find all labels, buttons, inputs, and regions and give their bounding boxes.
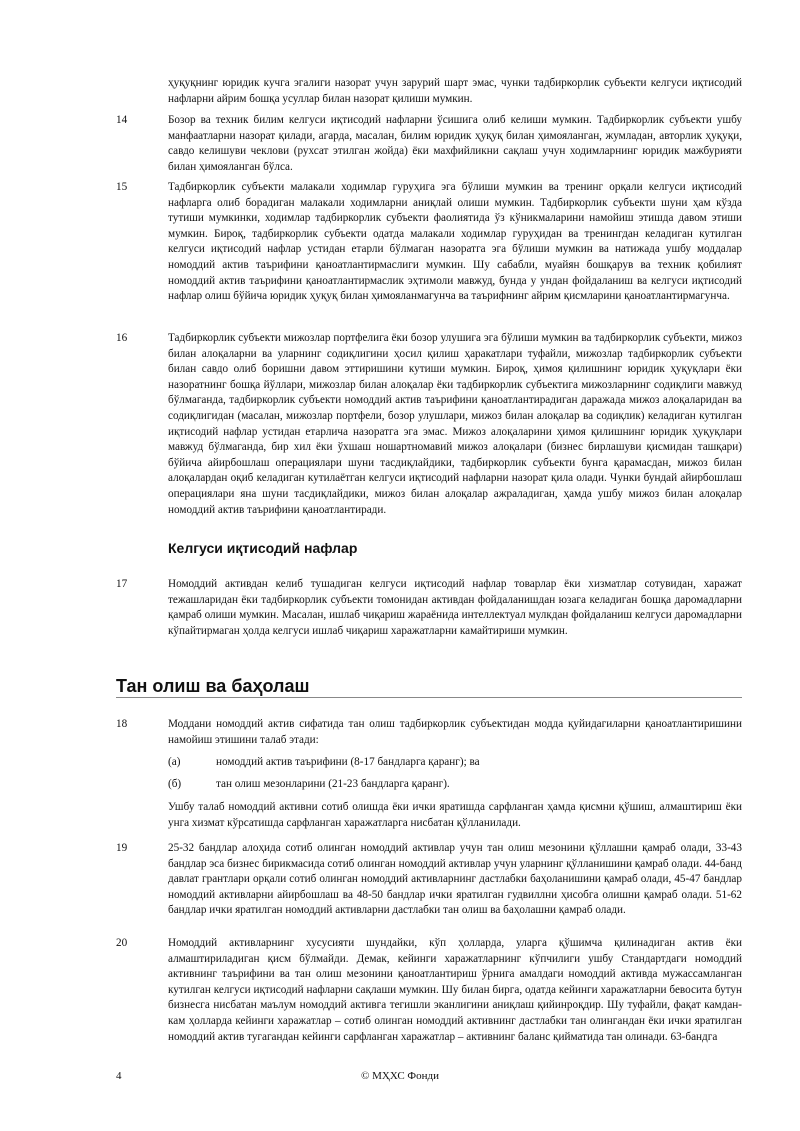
list-item-label: (а) [168,756,181,768]
paragraph-19: 25-32 бандлар алоҳида сотиб олинган номоддий активлар учун тан олиш мезонини қўллашни қамраб олади, 33-43 бандлар эса бизнес бирикмасида сотиб олинган номоддий активлар учун уларнинг қўлланишини қамраб олади. 44-банд давлат грантлари орқали сотиб олинган номоддий активларнинг дастлабки баҳоланишини қамраб олади, 45-47 бандлар номоддий активларни айирбошлаш ва 48-50 бандлар ички яратилган гудвиллни ҳисобга олишни қамраб олади. 51-62 бандлар ички яратилган номоддий активларни дастлабки тан олиш ва баҳолашни қамраб олади. [168,842,742,917]
list-item-text: номоддий актив таърифини (8-17 бандларга қаранг); ва [216,756,480,768]
paragraph-18-continuation: Ушбу талаб номоддий активни сотиб олишда ёки ички яратишда сарфланган ҳамда қисмни қўшиш, алмаштириш ёки унга хизмат кўрсатишда сарфланган харажатларга нисбатан қўлланилади. [168,801,742,829]
chapter-heading: Тан олиш ва баҳолаш [116,676,310,696]
paragraph-number: 17 [116,578,128,590]
paragraph-16: Тадбиркорлик субъекти мижозлар портфелига ёки бозор улушига эга бўлиши мумкин ва тадбиркорлик субъекти, мижоз билан алоқаларни ва уларнинг содиқлигини ҳосил қилиш ҳаракатлари туфайли, мижозлар тадбиркорлик субъекти билан савдо олиб боришни давом эттиришини кутиши мумкин. Бироқ, ҳимоя қилишнинг юридик ҳуқуқлари ёки назоратнинг бошқа йўллари, мижозлар билан алоқалар ёки тадбиркорлик субъектига мижозларнинг содиқлиги мавжуд бўлмаганда, тадбиркорлик субъекти номоддий актив таърифини қаноатлантирадиган даражада мижоз алоқаларидан ва содиқлигидан (масалан, мижозлар портфели, бозор улушлари, мижоз билан алоқалар ва содиқлик) келадиган кутилган иқтисодий нафлар устидан етарлича назоратга эга эмас. Мижоз алоқаларини ҳимоя қилишнинг юридик ҳуқуқлари мавжуд бўлмаганда, бир хил ёки ўхшаш ношартномавий мижоз алоқалари (бизнес бирлашуви қисмидан ташқари) бўйича айирбошлаш операциялари шуни тасдиқлайдики, тадбиркорлик субъекти бунга қарамасдан, мижоз билан алоқалардан оқиб келадиган кутилаётган келгуси иқтисодий нафларни назорат қила олади. Чунки бундай айирбошлаш операциялари яна шуни тасдиқлайдики, мижоз билан алоқалар ажраладиган, ҳамда ушбу мижоз билан алоқалар номоддий актив таърифини қаноатлантиради. [168,332,742,516]
paragraph-number: 20 [116,937,128,949]
list-item-text: тан олиш мезонларини (21-23 бандларга қаранг). [216,778,450,790]
footer-copyright: © МҲХС Фонди [360,1070,439,1082]
heading-underline [116,697,742,698]
page-number: 4 [116,1070,122,1082]
paragraph-17: Номоддий активдан келиб тушадиган келгуси иқтисодий нафлар товарлар ёки хизматлар сотувидан, харажат тежашларидан ёки тадбиркорлик субъекти томонидан активдан фойдаланишдан юзага келадиган бошқа даромадларни қамраб олиши мумкин. Масалан, ишлаб чиқариш жараёнида интеллектуал мулкдан фойдаланиш келгуси даромадларни кўпайтирмаган ҳолда келгуси ишлаб чиқариш харажатларни камайтириши мумкин. [168,578,742,637]
paragraph-number: 16 [116,332,128,344]
paragraph-number: 18 [116,718,128,730]
paragraph-14: Бозор ва техник билим келгуси иқтисодий нафларни ўсишига олиб келиши мумкин. Тадбиркорлик субъекти ушбу манфаатларни назорат қилади, агарда, масалан, билим юридик ҳуқуқ билан ҳимояланган, жумладан, авторлик ҳуқуқи, савдо келишуви чеклови (рухсат этилган жойда) ёки махфийликни сақлаш учун ходимларнинг юридик мажбурияти билан ҳимояланган бўлса. [168,114,742,173]
paragraph-20: Номоддий активларнинг хусусияти шундайки, кўп ҳолларда, уларга қўшимча қилинадиган актив ёки алмаштириладиган қисм бўлмайди. Демак, кейинги харажатларнинг кўпчилиги ушбу Стандартдаги номоддий активнинг таърифини ва тан олиш мезонини қаноатлантириш ўрнига амалдаги номоддий активда мужассамланган кутилган келгуси иқтисодий нафларни сақлаши мумкин. Шу билан бирга, одатда кейинги харажатларни бевосита бутун бизнесга нисбатан маълум номоддий активга тегишли эканлигини аниқлаш қийинроқдир. Шу туфайли, фақат камдан-кам ҳолларда кейинги харажатлар – сотиб олинган номоддий активнинг дастлабки тан олингандан ёки ички яратилган номоддий актив тугагандан кейинги сарфланган харажатлар – активнинг баланс қийматида тан олинади. 63-бандга [168,937,742,1043]
paragraph-number: 14 [116,114,128,126]
paragraph-number: 19 [116,842,128,854]
paragraph-18: Моддани номоддий актив сифатида тан олиш тадбиркорлик субъектидан модда қуйидагиларни қаноатлантиришини намойиш этишини талаб этади: [168,718,742,746]
paragraph-15: Тадбиркорлик субъекти малакали ходимлар гуруҳига эга бўлиши мумкин ва тренинг орқали келгуси иқтисодий нафларга олиб борадиган малакали ходимларни аниқлай олиши мумкин. Тадбиркорлик субъекти шуни ҳам кўзда тутиши мумкинки, ходимлар тадбиркорлик субъекти фаолиятида ўз кўникмаларини намойиш этишда давом этиши мумкин. Бироқ, тадбиркорлик субъекти одатда малакали ходимлар гуруҳидан ва тренингдан келадиган кутилган келгуси иқтисодий нафлар устидан етарли бўлмаган назоратга эга бўлиши мумкин ва натижада ушбу моддалар номоддий актив таърифини қаноатлантирмаслиги мумкин. Шу сабабли, муайян бошқарув ва техник қобилият номоддий актив таърифини қаноатлантирмаслик эҳтимоли мавжуд, бунда у ундан фойдаланиш ва келгуси иқтисодий нафлар олиш бўйича юридик ҳуқуқ билан ҳимояланмагунча ва таърифнинг айрим қисмларини қаноатлантирмагунча. [168,181,742,303]
paragraph-number: 15 [116,181,128,193]
section-heading: Келгуси иқтисодий нафлар [168,540,358,556]
list-item-label: (б) [168,778,182,790]
paragraph-continuation: ҳуқуқнинг юридик кучга эгалиги назорат учун зарурий шарт эмас, чунки тадбиркорлик субъекти келгуси иқтисодий нафларни айрим бошқа усуллар билан назорат қилиши мумкин. [168,77,742,105]
